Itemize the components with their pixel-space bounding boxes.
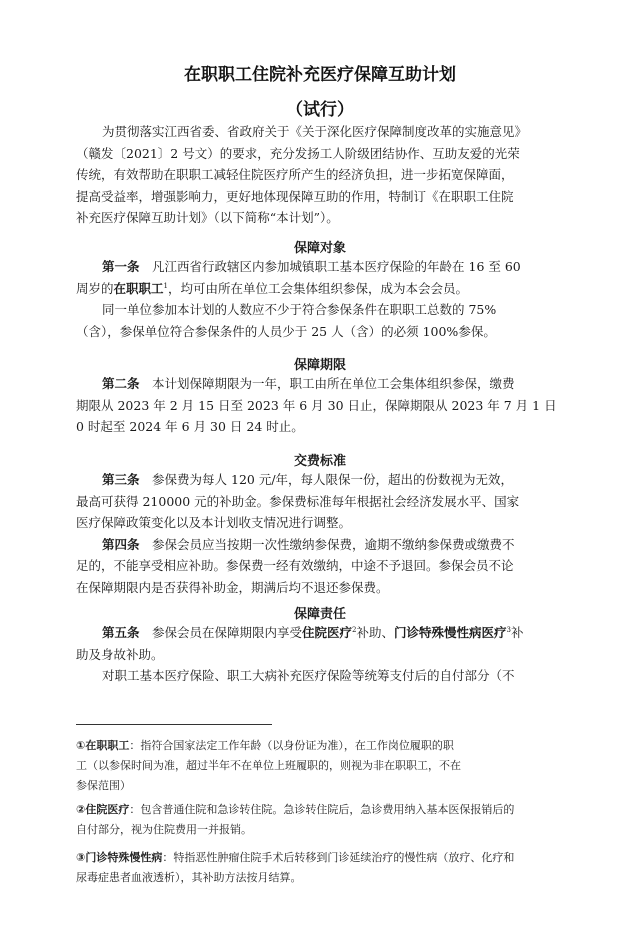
article-text: 凡江西省行政辖区内参加城镇职工基本医疗保险的年龄在 16 至 60 (139, 259, 521, 274)
footnote-3-line (76, 848, 574, 868)
preamble (76, 121, 574, 229)
article-text: 参保会员在保障期限内享受 (139, 625, 303, 640)
article-4-line: 在保障期限内是否获得补助金，期满后均不退还参保费。 (76, 579, 389, 595)
article-text: 补助、 (356, 625, 395, 640)
preamble-line: （赣发〔2021〕2 号文）的要求，充分发扬工人阶级团结协作、互助友爱的光荣 (76, 145, 520, 161)
preamble-line: 补充医疗保障互助计划》（以下简称“本计划”）。 (76, 210, 339, 225)
footnote-term: ②住院医疗 (76, 803, 130, 816)
article-5-line (76, 622, 574, 644)
section-heading-period: 保障期限 (293, 358, 346, 373)
footnote-ref-2: 2 (352, 625, 357, 634)
article-1-line (76, 256, 574, 278)
article-5-line: 助及身故补助。 (76, 646, 164, 662)
article-1-line (76, 278, 574, 300)
article-5 (76, 622, 574, 687)
article-text: 参保会员应当按期一次性缴纳参保费，逾期不缴纳参保费或缴费不 (139, 536, 515, 552)
article-2-line: 0 时起至 2024 年 6 月 30 日 24 时止。 (76, 419, 304, 434)
term-inpatient-medical: 住院医疗 (302, 625, 353, 640)
footnote-text: ：包含普通住院和急诊转住院。急诊转住院后，急诊费用纳入基本医保报销后的 (129, 803, 515, 816)
article-1 (76, 256, 574, 342)
footnote-term: ①在职职工 (76, 739, 130, 752)
footnote-text: ：特指恶性肿瘤住院手术后转移到门诊延续治疗的慢性病（放疗、化疗和 (162, 851, 515, 864)
footnote-text: ：指符合国家法定工作年龄（以身份证为准），在工作岗位履职的职 (129, 739, 454, 752)
term-outpatient-chronic: 门诊特殊慢性病医疗 (394, 625, 507, 640)
article-4-line: 足的，不能享受相应补助。参保费一经有效缴纳，中途不予退回。参保会员不论 (76, 558, 514, 573)
footnote-ref-1: 1 (163, 281, 168, 290)
article-2-line: 期限从 2023 年 2 月 15 日至 2023 年 6 月 30 日止，保障期限从 2023 年 7 月 1 日 (76, 397, 557, 413)
section-heading-coverage: 保障对象 (293, 241, 346, 256)
article-label: 第一条 (102, 259, 140, 274)
article-label: 第五条 (102, 625, 140, 640)
section-heading-liability: 保障责任 (293, 607, 346, 622)
article-3-line (76, 469, 574, 491)
preamble-line: 提高受益率，增强影响力，更好地体现保障互助的作用，特制订《在职职工住院 (76, 188, 514, 204)
coverage-para-line: （含），参保单位符合参保条件的人员少于 25 人（含）的必须 100%参保。 (76, 323, 496, 339)
article-label: 第二条 (102, 376, 140, 391)
article-text: 补 (511, 625, 524, 640)
liability-para-line: 对职工基本医疗保险、职工大病补充医疗保险等统筹支付后的自付部分（不 (102, 668, 515, 683)
article-3-line: 最高可获得 210000 元的补助金。参保费标准每年根据社会经济发展水平、国家 (76, 493, 520, 509)
footnote-2-line: 自付部分，视为住院费用一并报销。 (76, 823, 252, 836)
footnote-1-line: 工（以参保时间为准，超过半年不在单位上班履职的，则视为非在职职工，不在 (76, 759, 461, 772)
article-text: ，均可由所在单位工会集体组织参保，成为本会会员。 (168, 280, 469, 296)
article-3-4 (76, 469, 574, 598)
article-label: 第四条 (102, 536, 140, 552)
preamble-line: 传统，有效帮助在职职工减轻住院医疗所产生的经济负担，进一步拓宽保障面， (76, 167, 514, 182)
article-2-line (76, 373, 574, 395)
article-4-line (76, 534, 574, 556)
article-text: 本计划保障期限为一年，职工由所在单位工会集体组织参保，缴费 (139, 376, 515, 391)
section-heading-fee: 交费标准 (293, 454, 346, 469)
preamble-line: 为贯彻落实江西省委、省政府关于《关于深化医疗保障制度改革的实施意见》 (102, 124, 528, 139)
article-label: 第三条 (102, 472, 140, 487)
footnote-3-line: 尿毒症患者血液透析），其补助方法按月结算。 (76, 871, 302, 884)
article-text: 参保费为每人 120 元/年，每人限保一份，超出的份数视为无效， (139, 472, 514, 487)
coverage-para-line: 同一单位参加本计划的人数应不少于符合参保条件在职职工总数的 75% (102, 302, 497, 317)
footnote-term: ③门诊特殊慢性病 (76, 851, 163, 864)
term-in-service-staff: 在职职工 (113, 280, 164, 296)
footnote-2-line (76, 800, 574, 820)
article-3-line: 医疗保障政策变化以及本计划收支情况进行调整。 (76, 515, 352, 530)
footnote-2 (76, 800, 574, 840)
footnote-3 (76, 848, 574, 888)
article-2 (76, 373, 574, 438)
footnote-1-line: 参保范围） (76, 779, 131, 792)
footnote-1-line (76, 736, 574, 756)
footnote-ref-3: 3 (506, 625, 512, 634)
footnote-divider (76, 724, 272, 725)
document-title: 在职职工住院补充医疗保障互助计划 (184, 65, 456, 85)
footnote-1 (76, 736, 574, 796)
document-subtitle: （试行） (286, 100, 354, 120)
article-text: 周岁的 (76, 280, 114, 296)
